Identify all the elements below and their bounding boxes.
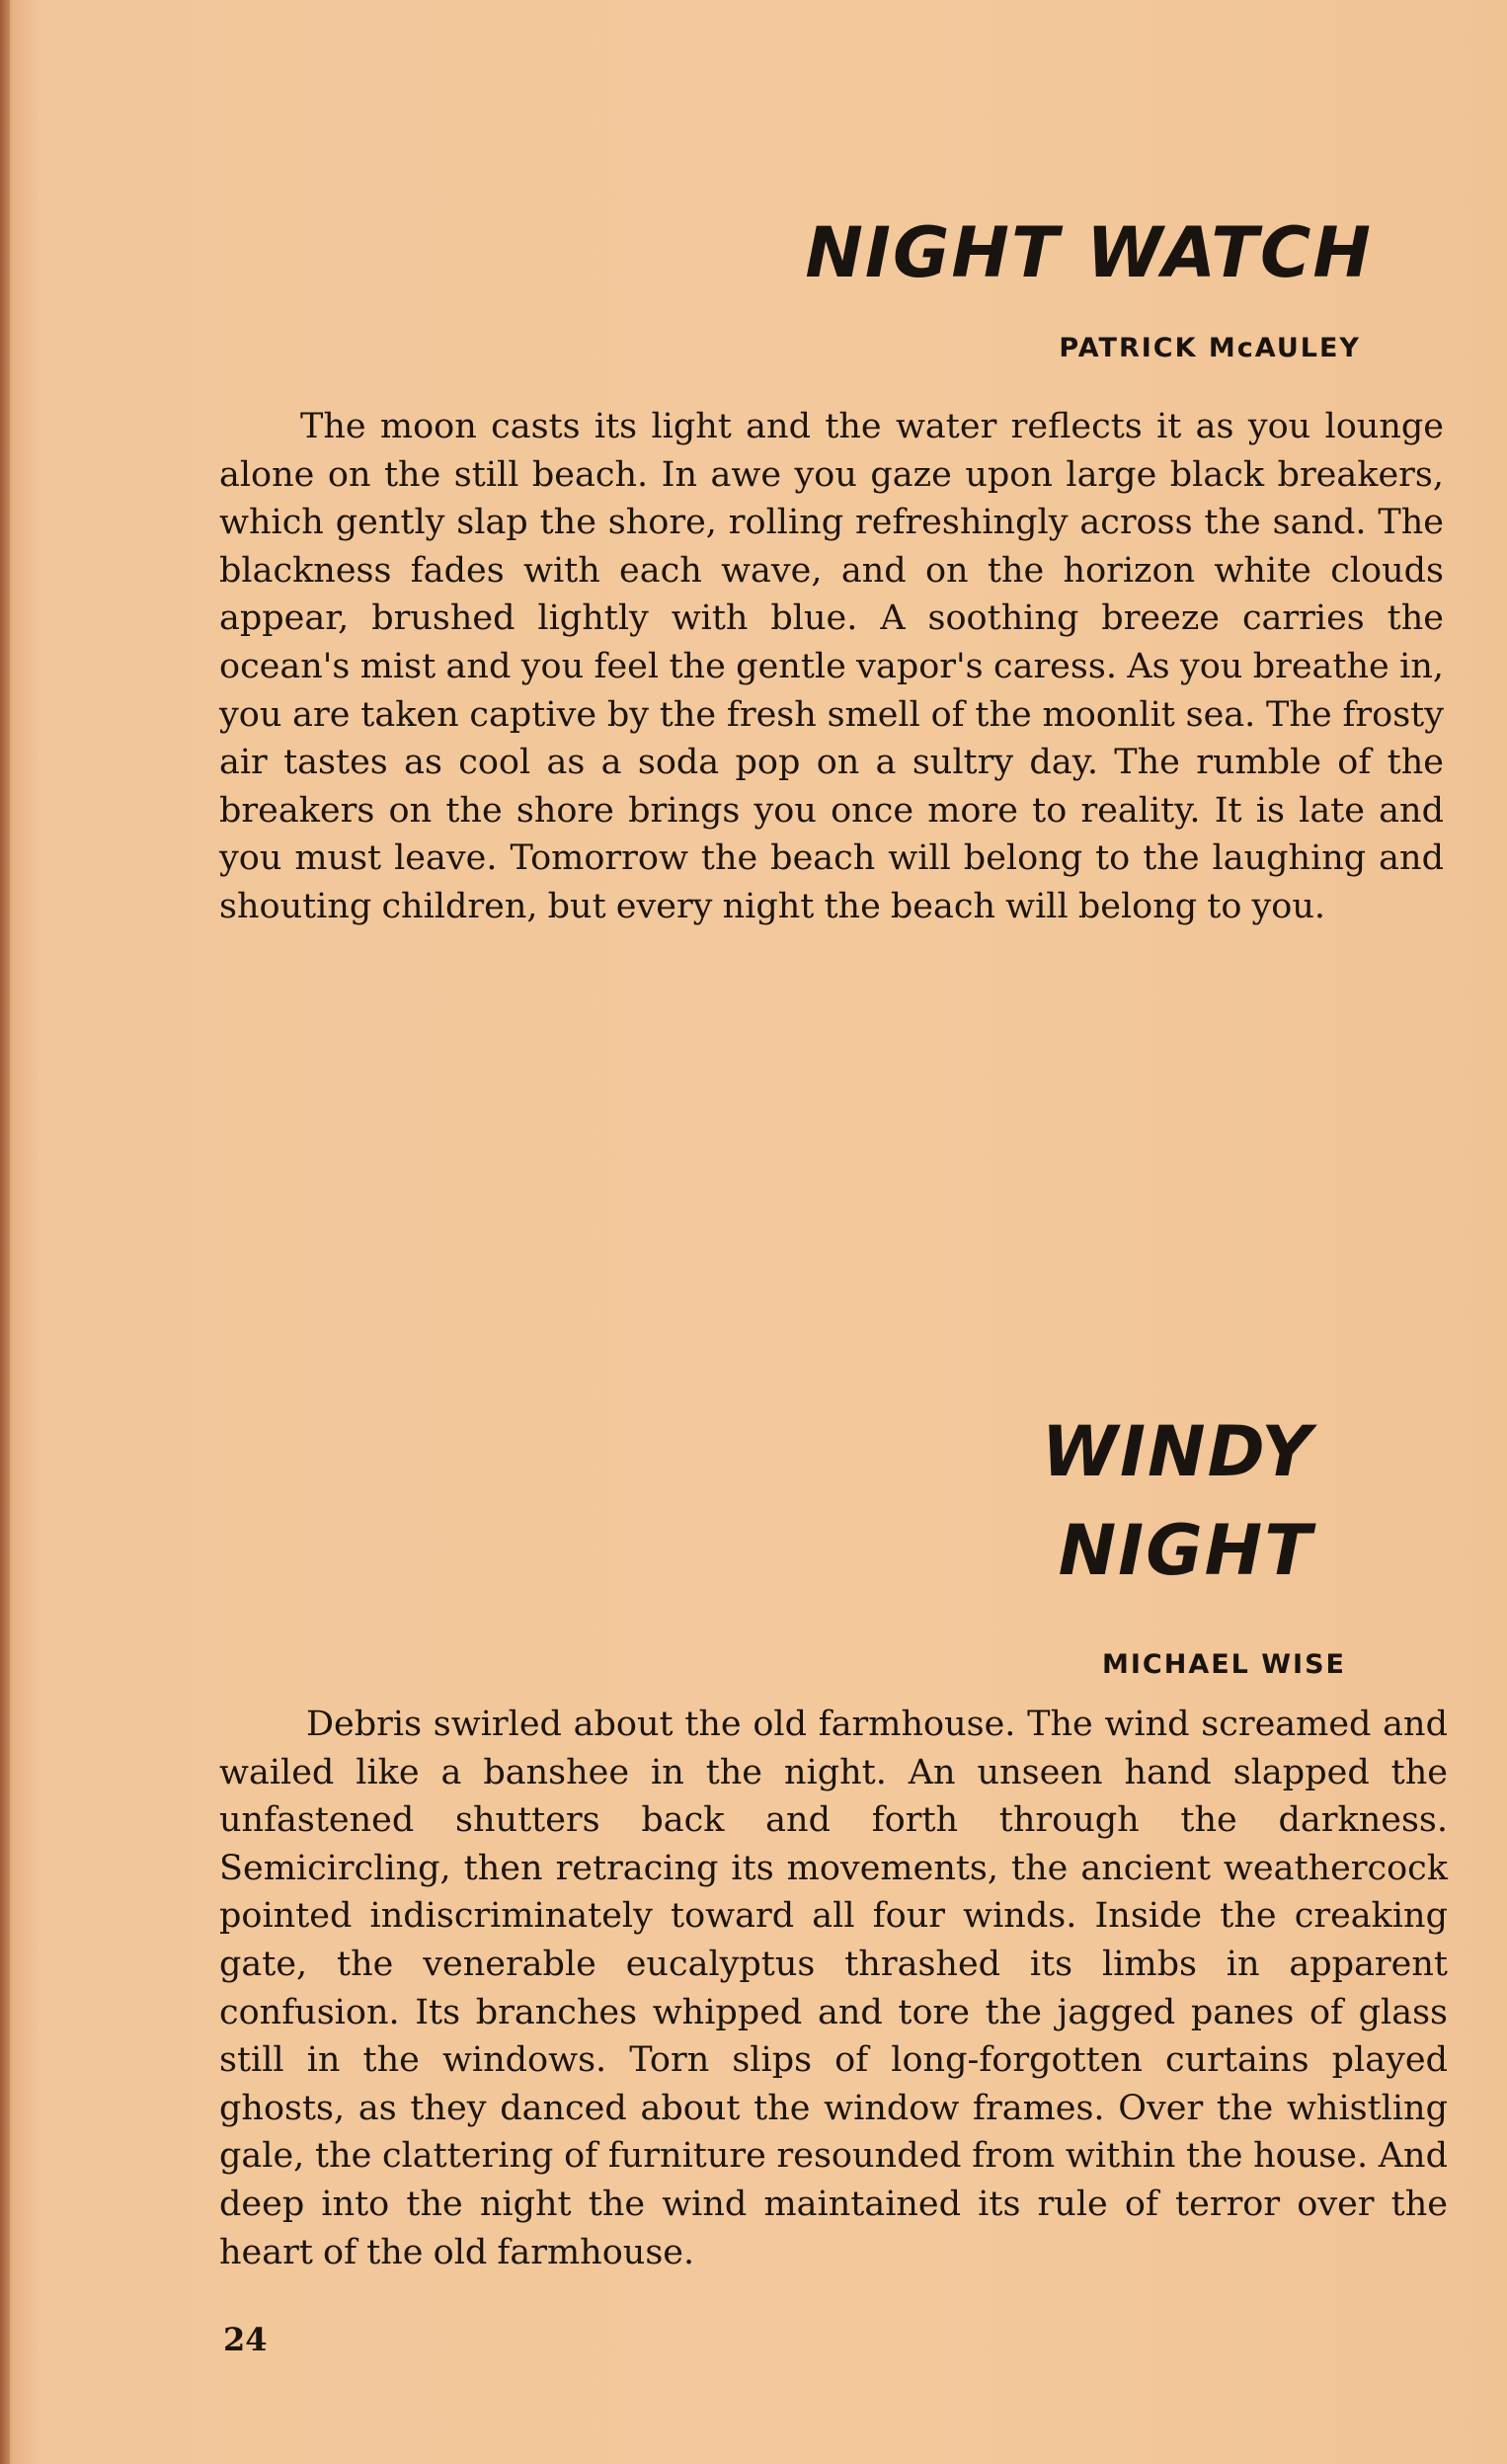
page-spine-edge (0, 0, 10, 2464)
windy-night-title (889, 1402, 1313, 1600)
night-watch-body: The moon casts its light and the water reflects it as you lounge alone on the still beach. In awe you gaze upon large black breakers, which gently slap the shore, rolling refreshingly across the sand. The blackness fades with each wave, and on the horizon white clouds appear, brushed lightly with blue. A soothing breeze carries the ocean's mist and you feel the gentle vapor's caress. As you breathe in, you are taken captive by the fresh smell of the moonlit sea. The frosty air tastes as cool as a soda pop on a sultry day. The rumble of the breakers on the shore brings you once more to reality. It is late and you must leave. Tomorrow the beach will belong to the laughing and shouting children, but every night the beach will belong to you. (219, 407, 1444, 926)
windy-night-author: MICHAEL WISE (1102, 1649, 1346, 1680)
night-watch-title: NIGHT WATCH (805, 212, 1373, 293)
windy-night-body: Debris swirled about the old farmhouse. The wind screamed and wailed like a banshee in the night. An unseen hand slapped the unfastened shutters back and forth through the darkness. Semicircling, then retracing its movements, the ancient weathercock pointed indiscriminately toward all four winds. Inside the creaking gate, the venerable eucalyptus thrashed its limbs in apparent confusion. Its branches whipped and tore the jagged panes of glass still in the windows. Torn slips of long-forgotten curtains played ghosts, as they danced about the window frames. Over the whistling gale, the clattering of furniture resounded from within the house. And deep into the night the wind maintained its rule of terror over the heart of the old farmhouse. (219, 1705, 1448, 2272)
night-watch-author: PATRICK McAULEY (1059, 333, 1361, 363)
page-number: 24 (223, 2321, 268, 2358)
windy-night-title-line1: WINDY (1041, 1411, 1313, 1492)
windy-night-title-line2: NIGHT (1058, 1510, 1313, 1591)
